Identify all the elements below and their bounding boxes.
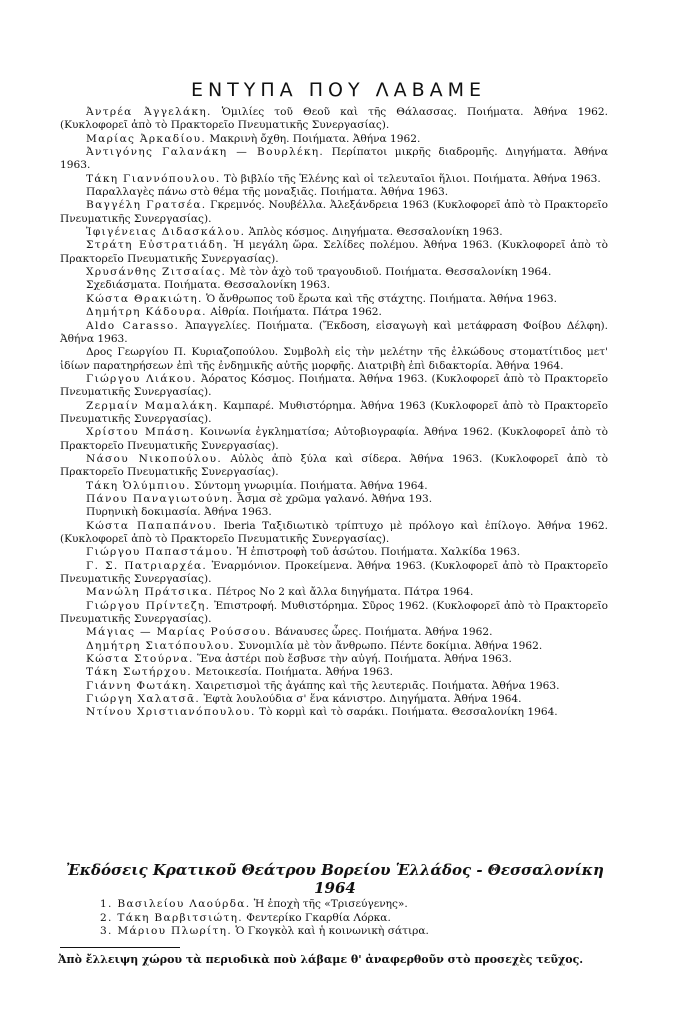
entry-text: Μὲ τὸν ἀχὸ τοῦ τραγουδιοῦ. Ποιήματα. Θεσσαλονίκη 1964. [226, 266, 552, 279]
list-item [60, 520, 608, 547]
list-item [60, 586, 608, 599]
list-item [60, 146, 608, 173]
author-name: 1. Βασιλείου Λαούρδα. [100, 898, 251, 910]
author-name: Μαρίας Ἀρκαδίου. [86, 132, 207, 145]
author-name: Χρίστου Μπάση. [86, 426, 195, 439]
entry-text: Αἰθρία. Ποιήματα. Πάτρα 1962. [206, 306, 382, 319]
author-name: Νάσου Νικοπούλου. [86, 452, 223, 465]
entry-text: Συνομιλία μὲ τὸν ἄνθρωπο. Πέντε δοκίμια. Ἀθήνα 1962. [234, 639, 543, 652]
author-name: Γιώργη Χαλατσᾶ. [86, 693, 201, 706]
author-name: Μάγιας — Μαρίας Ρούσσου. [86, 626, 272, 639]
author-name: Κώστα Παπαπάνου. [86, 519, 218, 532]
list-item [60, 506, 608, 519]
list-item [60, 426, 608, 453]
author-name: Κώστα Στούρνα. [86, 653, 194, 666]
list-item [60, 186, 608, 199]
entry-text: Φεντερίκο Γκαρθία Λόρκα. [242, 911, 391, 924]
publication-item [100, 898, 600, 912]
entry-text: Πέτρος Νο 2 καὶ ἄλλα διηγήματα. Πάτρα 1964. [213, 586, 474, 599]
entry-text: Ὁ ἄνθρωπος τοῦ ἔρωτα καὶ τῆς στάχτης. Ποιήματα. Ἀθήνα 1963. [202, 292, 557, 305]
author-name: Γιώργου Πρίντεζη. [86, 599, 211, 612]
list-item [60, 653, 608, 666]
author-name: 3. Μάριου Πλωρίτη. [100, 925, 232, 937]
list-item [60, 706, 608, 719]
author-name: Ντίνου Χριστιανόπουλου. [86, 706, 256, 719]
author-name: Γιάννη Φωτάκη. [86, 679, 193, 692]
entry-text: Σχεδιάσματα. Ποιήματα. Θεσσαλονίκη 1963. [86, 279, 331, 292]
entry-text: Μακρινὴ ὄχθη. Ποιήματα. Ἀθήνα 1962. [206, 132, 421, 145]
list-item [60, 493, 608, 506]
entry-text: Ὁμιλίες τοῦ Θεοῦ καὶ τῆς Θάλασσας. Ποιήματα. Ἀθήνα 1962. (Κυκλοφορεῖ ἀπὸ τὸ Πρακτορεῖο Πνευματικῆς Συνεργασίας). [60, 106, 608, 132]
entry-text: Ἀπαγγελίες. Ποιήματα. (Ἔκδοση, εἰσαγωγὴ καὶ μετάφραση Φοίβου Δέλφη). Ἀθήνα 1963. [60, 319, 608, 345]
entry-text: Ἁπλὸς κόσμος. Διηγήματα. Θεσσαλονίκη 1963. [245, 226, 503, 239]
entry-text: Αὐλὸς ἀπὸ ξύλα καὶ σίδερα. Ἀθήνα 1963. (Κυκλοφορεῖ ἀπὸ τὸ Πρακτορεῖο Πνευματικῆς Συνεργασίας). [60, 452, 608, 479]
author-name: Κώστα Θρακιώτη. [86, 292, 203, 305]
list-item [60, 293, 608, 306]
list-item [60, 320, 608, 347]
list-item [60, 133, 608, 146]
author-name: Τάκη Ὀλύμπιου. [86, 479, 191, 492]
list-item [60, 106, 608, 133]
author-name: Δημήτρη Κάδουρα. [86, 306, 207, 319]
author-name: Πάνου Παναγιωτούνη. [86, 492, 234, 505]
author-name: Ἀντρέα Ἀγγελάκη. [86, 106, 212, 118]
author-name: Ἰφιγένειας Διδασκάλου. [86, 226, 246, 239]
entry-text: Ἕνα ἀστέρι ποὺ ἔσβυσε τὴν αὐγή. Ποιήματα. Ἀθήνα 1963. [193, 653, 512, 666]
entry-text: Ἡ ἐπιστροφὴ τοῦ ἀσώτου. Ποιήματα. Χαλκίδα 1963. [233, 546, 521, 559]
entry-text: Iberia Ταξιδιωτικὸ τρίπτυχο μὲ πρόλογο καὶ ἐπίλογο. Ἀθήνα 1962. (Κυκλοφορεῖ ἀπὸ τὸ Πρακτορεῖο Πνευματικῆς Συνεργασίας). [60, 519, 608, 545]
author-name: Χρυσάνθης Ζιτσαίας. [86, 266, 227, 279]
list-item [60, 480, 608, 493]
list-item [60, 173, 608, 186]
list-item [60, 306, 608, 319]
page-title: ΕΝΤΥΠΑ ΠΟΥ ΛΑΒΑΜΕ [190, 78, 487, 101]
author-name: 2. Τάκη Βαρβιτσιώτη. [100, 911, 243, 924]
author-name: Στράτη Εὐστρατιάδη. [86, 239, 229, 252]
list-item [60, 693, 608, 706]
author-name: Δημήτρη Σιατόπουλου. [86, 639, 235, 652]
author-name: Aldo Carasso. [86, 319, 180, 332]
author-name: Ἀντιγόνης Γαλανάκη — Βουρλέκη. [86, 146, 325, 159]
author-name: Τάκη Γιαννόπουλου. [86, 172, 221, 185]
list-item [60, 640, 608, 653]
list-item [60, 546, 608, 559]
footnote-rule [60, 947, 180, 948]
list-item [60, 626, 608, 639]
author-name: Γιώργου Λιάκου. [86, 372, 197, 385]
publication-item [100, 925, 600, 939]
entry-text: Καμπαρέ. Μυθιστόρημα. Ἀθήνα 1963 (Κυκλοφορεῖ ἀπὸ τὸ Πρακτορεῖο Πνευματικῆς Συνεργασίας). [60, 399, 608, 425]
entry-text: Ἡ ἐποχὴ τῆς «Τρισεύγενης». [250, 898, 408, 910]
author-name: Μανώλη Πράτσικα. [86, 586, 214, 599]
theatre-publications-list [100, 898, 600, 939]
author-name: Γ. Σ. Πατριαρχέα. [86, 559, 208, 572]
entry-text: Δρος Γεωργίου Π. Κυριαζοπούλου. Συμβολὴ εἰς τὴν μελέτην τῆς ἑλκώδους στοματίτιδος μετ' ἰδίων παρατηρήσεων ἐπὶ τῆς ἐνδημικῆς αὐτῆς μορφῆς. Διατριβὴ ἐπὶ διδακτορία. Ἀθήνα 1964. [60, 346, 608, 372]
list-item [60, 226, 608, 239]
author-name: Ζερμαίν Μαμαλάκη. [86, 399, 219, 412]
list-item [60, 199, 608, 226]
entry-text: Τὸ κορμὶ καὶ τὸ σαράκι. Ποιήματα. Θεσσαλονίκη 1964. [255, 706, 558, 719]
list-item [60, 346, 608, 373]
entry-text: Τὸ βιβλίο τῆς Ἑλένης καὶ οἱ τελευταῖοι ἥλιοι. Ποιήματα. Ἀθήνα 1963. [220, 172, 601, 185]
publication-item [100, 912, 600, 926]
list-item [60, 279, 608, 292]
entry-text: Βάναυσες ὧρες. Ποιήματα. Ἀθήνα 1962. [271, 626, 493, 639]
entry-text: Ὁ Γκογκὸλ καὶ ἡ κοινωνικὴ σάτιρα. [232, 925, 429, 937]
list-item [60, 373, 608, 400]
list-item [60, 453, 608, 480]
entry-text: Κοινωνία ἐγκληματίσα; Αὐτοβιογραφία. Ἀθήνα 1962. (Κυκλοφορεῖ ἀπὸ τὸ Πρακτορεῖο Πνευματικῆς Συνεργασίας). [60, 426, 608, 452]
list-item [60, 600, 608, 627]
entry-text: Πυρηνικὴ δοκιμασία. Ἀθήνα 1963. [86, 506, 272, 519]
entry-text: Περίπατοι μικρῆς διαδρομῆς. Διηγήματα. Ἀθήνα 1963. [60, 146, 608, 172]
footnote: Ἀπὸ ἔλλειψη χώρου τὰ περιοδικὰ ποὺ λάβαμε θ' ἀναφερθοῦν στὸ προσεχὲς τεῦχος. [58, 953, 584, 966]
entry-text: Ἀόρατος Κόσμος. Ποιήματα. Ἀθήνα 1963. (Κυκλοφορεῖ ἀπὸ τὸ Πρακτορεῖο Πνευματικῆς Συνεργασίας). [60, 372, 608, 399]
entry-text: Μετοικεσία. Ποιήματα. Ἀθήνα 1963. [191, 666, 393, 679]
entry-text: Χαιρετισμοὶ τῆς ἀγάπης καὶ τῆς λευτεριᾶς. Ποιήματα. Ἀθήνα 1963. [192, 679, 560, 692]
received-publications-list [60, 106, 608, 720]
entry-text: Γκρεμνός. Νουβέλλα. Ἀλεξάνδρεια 1963 (Κυκλοφορεῖ ἀπὸ τὸ Πρακτορεῖο Πνευματικῆς Συνεργασίας). [60, 199, 608, 225]
author-name: Βαγγέλη Γρατσέα. [86, 199, 207, 212]
entry-text: Ἐπιστροφή. Μυθιστόρημα. Σῦρος 1962. (Κυκλοφορεῖ ἀπὸ τὸ Πρακτορεῖο Πνευματικῆς Συνεργασίας). [60, 599, 608, 626]
entry-text: Ἡ μεγάλη ὥρα. Σελίδες πολέμου. Ἀθήνα 1963. (Κυκλοφορεῖ ἀπὸ τὸ Πρακτορεῖο Πνευματικῆς Συνεργασίας). [60, 239, 608, 265]
author-name: Τάκη Σωτήρχου. [86, 666, 192, 679]
list-item [60, 266, 608, 279]
entry-text: Ἆσμα σὲ χρῶμα γαλανό. Ἀθήνα 193. [233, 492, 433, 505]
entry-text: Παραλλαγὲς πάνω στὸ θέμα τῆς μοναξιᾶς. Ποιήματα. Ἀθήνα 1963. [86, 186, 449, 199]
entry-text: Ἑφτὰ λουλούδια σ' ἕνα κάνιστρο. Διηγήματα. Ἀθήνα 1964. [200, 693, 522, 706]
list-item [60, 666, 608, 679]
entry-text: Σύντομη γνωριμία. Ποιήματα. Ἀθήνα 1964. [190, 479, 428, 492]
entry-text: Ἐναρμόνιον. Προκείμενα. Ἀθήνα 1963. (Κυκλοφορεῖ ἀπὸ τὸ Πρακτορεῖο Πνευματικῆς Συνεργασίας). [60, 559, 608, 586]
list-item [60, 400, 608, 427]
author-name: Γιώργου Παπαστάμου. [86, 546, 234, 559]
list-item [60, 239, 608, 266]
list-item [60, 560, 608, 587]
list-item [60, 680, 608, 693]
section-title: Ἐκδόσεις Κρατικοῦ Θεάτρου Βορείου Ἑλλάδος - Θεσσαλονίκη 1964 [66, 861, 604, 897]
